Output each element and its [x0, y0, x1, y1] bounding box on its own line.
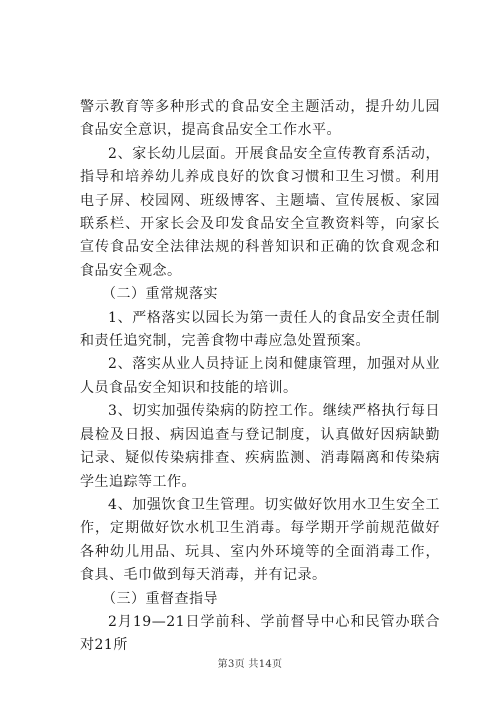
paragraph-supervision-start: 2月19—21日学前科、学前督导中心和民管办联合对21所	[80, 613, 440, 654]
document-body	[80, 96, 440, 658]
paragraph-item-3: 3、切实加强传染病的防控工作。继续严格执行每日晨检及日报、病因追查与登记制度，认真做好因病缺勤记录、疑似传染病排查、疾病监测、消毒隔离和传染病学生追踪等工作。	[80, 403, 440, 490]
paragraph-parent-level: 2、家长幼儿层面。开展食品安全宣传教育系活动，指导和培养幼儿养成良好的饮食习惯和卫生习惯。利用电子屏、校园网、班级博客、主题墙、宣传展板、家园联系栏、开家长会及印发食品安全宣教资料等，向家长宣传食品安全法律法规的科普知识和正确的饮食观念和食品安全观念。	[80, 145, 440, 279]
page-footer: 第3页 共14页	[217, 659, 283, 670]
paragraph-item-1: 1、严格落实以园长为第一责任人的食品安全责任制和责任追究制，完善食物中毒应急处置预案。	[80, 309, 440, 350]
section-heading-supervision: （三）重督查指导	[102, 590, 218, 607]
paragraph-item-4: 4、加强饮食卫生管理。切实做好饮用水卫生安全工作，定期做好饮水机卫生消毒。每学期开学前规范做好各种幼儿用品、玩具、室内外环境等的全面消毒工作，食具、毛巾做到每天消毒，并有记录。	[80, 496, 440, 584]
paragraph-item-2: 2、落实从业人员持证上岗和健康管理，加强对从业人员食品安全知识和技能的培训。	[80, 356, 440, 396]
paragraph-continuation: 警示教育等多种形式的食品安全主题活动，提升幼儿园食品安全意识，提高食品安全工作水平。	[80, 99, 440, 139]
section-heading-routine: （二）重常规落实	[102, 286, 218, 303]
